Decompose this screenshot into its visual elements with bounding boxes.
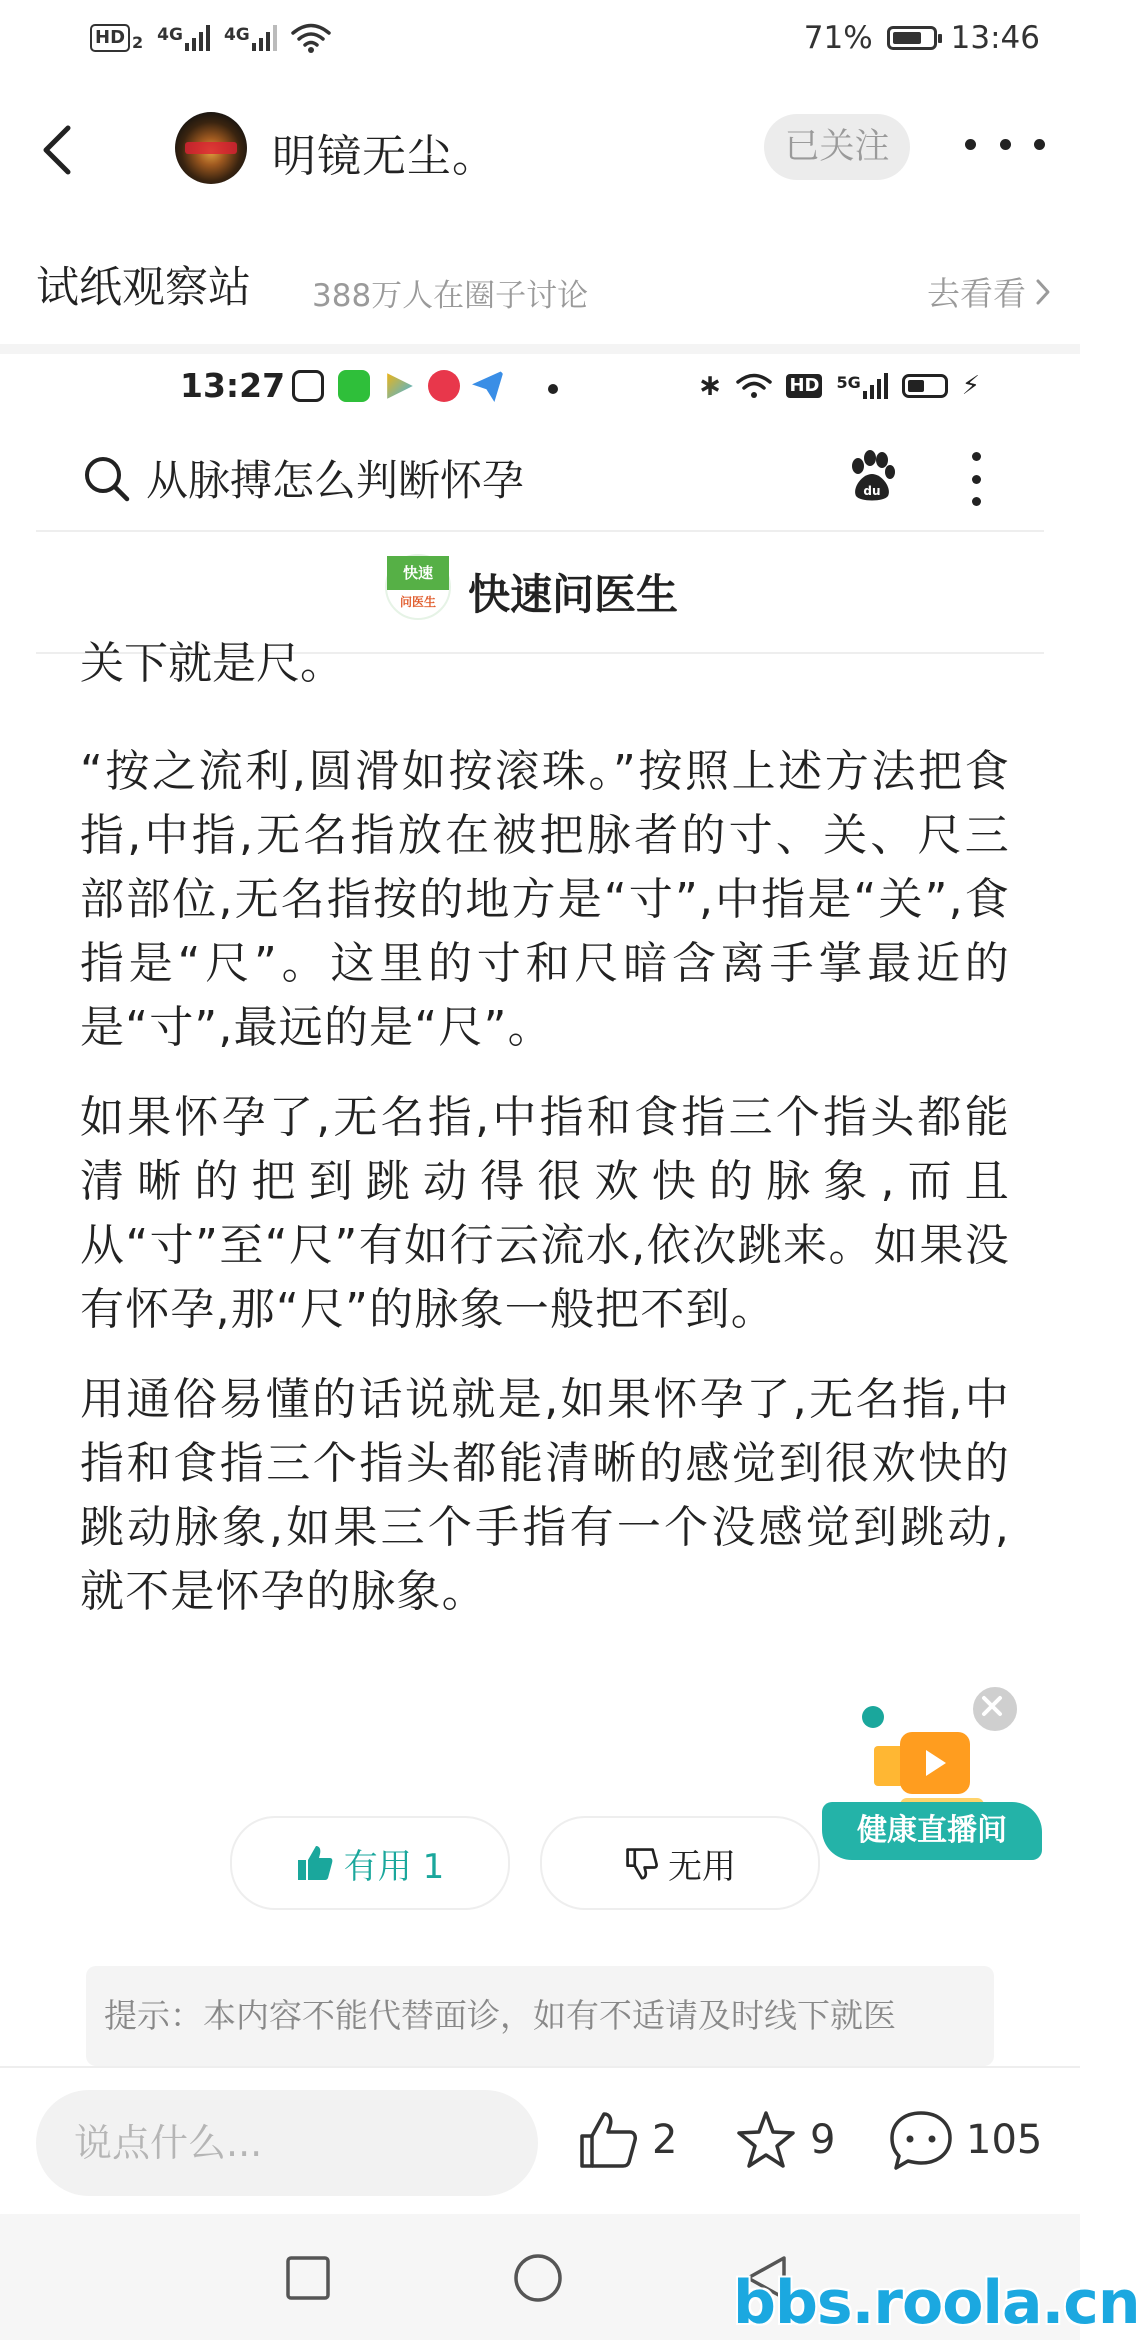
send-app-icon — [472, 370, 504, 402]
post-image[interactable] — [0, 354, 1080, 2074]
useful-button[interactable]: 有用 1 — [230, 1816, 510, 1910]
thumbs-down-icon — [624, 1846, 658, 1880]
clock: 13:46 — [950, 20, 1040, 56]
more-vertical-icon[interactable] — [970, 452, 982, 506]
home-button[interactable] — [512, 2252, 564, 2304]
wifi-icon — [291, 22, 331, 54]
source-name: 快速问医生 — [468, 570, 679, 619]
charging-icon: ⚡ — [961, 370, 980, 401]
go-see-link[interactable]: 去看看 — [927, 268, 1052, 315]
search-icon — [82, 454, 132, 504]
author-name[interactable]: 明镜无尘。 — [272, 131, 497, 182]
like-button[interactable] — [576, 2108, 677, 2172]
comment-bubble-icon — [888, 2108, 954, 2172]
close-icon — [973, 1687, 1011, 1725]
dot-icon — [965, 139, 976, 150]
useless-button[interactable]: 无用 — [540, 1816, 820, 1910]
svg-text:du: du — [863, 484, 881, 498]
clipped-line: 关下就是尺。 — [80, 638, 344, 689]
baidu-app-icon — [292, 370, 324, 402]
bluetooth-icon: ∗ — [697, 368, 723, 403]
post-header — [0, 84, 1080, 214]
article-paragraph: “按之流利,圆滑如按滚珠。”按照上述方法把食指,中指,无名指放在被把脉者的寸、关、尺三部部位,无名指按的地方是“寸”,中指是“关”,食指是“尺”。这里的寸和尺暗含离手掌最近的是“寸”,最远的是“尺”。 — [80, 746, 1010, 1053]
baidu-paw-icon[interactable] — [844, 448, 900, 504]
chevron-right-icon — [1034, 277, 1052, 307]
hd-indicator: HD 2 — [90, 24, 143, 52]
source-header — [0, 532, 1080, 642]
circle-bar[interactable] — [0, 214, 1080, 336]
search-query[interactable]: 从脉搏怎么判断怀孕 — [146, 456, 525, 505]
comment-input[interactable]: 说点什么... — [36, 2090, 538, 2196]
comment-button[interactable] — [888, 2108, 1042, 2172]
dot-icon — [1000, 139, 1011, 150]
like-count: 2 — [652, 2117, 678, 2163]
inner-status-right: ∗ HD 5G ⚡ — [697, 368, 980, 403]
close-live-button[interactable] — [970, 1684, 1020, 1734]
status-bar — [0, 0, 1080, 84]
live-label[interactable]: 健康直播间 — [822, 1802, 1042, 1860]
more-options-button[interactable] — [965, 124, 1045, 164]
search-bar[interactable] — [36, 424, 1044, 532]
avatar[interactable] — [175, 112, 247, 184]
favorite-button[interactable] — [734, 2108, 835, 2172]
live-stream-widget[interactable] — [812, 1684, 1044, 1884]
source-logo: 快速 问医生 — [385, 554, 451, 620]
sim1-signal-icon: 4G — [157, 25, 210, 51]
video-camera-icon — [870, 1718, 990, 1814]
disclaimer-tip: 提示：本内容不能代替面诊，如有不适请及时线下就医 — [86, 1966, 994, 2066]
chevron-left-icon — [30, 114, 90, 184]
iqiyi-app-icon — [338, 370, 370, 402]
circle-member-count: 388万人在圈子讨论 — [312, 278, 589, 314]
sim2-signal-icon: 4G — [224, 25, 277, 51]
bottom-action-bar — [0, 2066, 1080, 2216]
health-app-icon — [428, 370, 460, 402]
inner-status-bar — [180, 366, 980, 416]
watermark: bbs.roola.cn — [733, 2268, 1140, 2338]
inner-clock: 13:27 — [180, 366, 286, 405]
divider — [0, 344, 1080, 354]
comment-count: 105 — [966, 2117, 1043, 2163]
article-body — [80, 638, 1010, 1650]
battery-icon — [887, 26, 937, 50]
back-button[interactable] — [30, 114, 90, 184]
article-paragraph: 如果怀孕了,无名指,中指和食指三个指头都能清晰的把到跳动得很欢快的脉象,而且从“寸”至“尺”有如行云流水,依次跳来。如果没有怀孕,那“尺”的脉象一般把不到。 — [80, 1092, 1010, 1335]
dot-icon — [1034, 139, 1045, 150]
inner-battery-icon — [902, 374, 948, 398]
dot-icon — [548, 384, 558, 394]
battery-percent: 71% — [803, 20, 873, 56]
inner-signal-icon: 5G — [836, 373, 887, 399]
video-app-icon — [384, 370, 416, 402]
article-paragraph: 用通俗易懂的话说就是,如果怀孕了,无名指,中指和食指三个指头都能清晰的感觉到很欢快的跳动脉象,如果三个手指有一个没感觉到跳动,就不是怀孕的脉象。 — [80, 1374, 1010, 1617]
favorite-count: 9 — [810, 2117, 836, 2163]
circle-name[interactable]: 试纸观察站 — [36, 263, 251, 313]
star-icon — [734, 2108, 798, 2172]
thumbs-up-icon — [296, 1844, 334, 1882]
thumbs-up-icon — [576, 2108, 640, 2172]
status-left — [90, 22, 331, 54]
follow-button[interactable]: 已关注 — [764, 114, 910, 180]
status-right — [804, 20, 1040, 56]
wifi-icon — [736, 372, 772, 400]
recent-apps-button[interactable] — [284, 2254, 332, 2302]
